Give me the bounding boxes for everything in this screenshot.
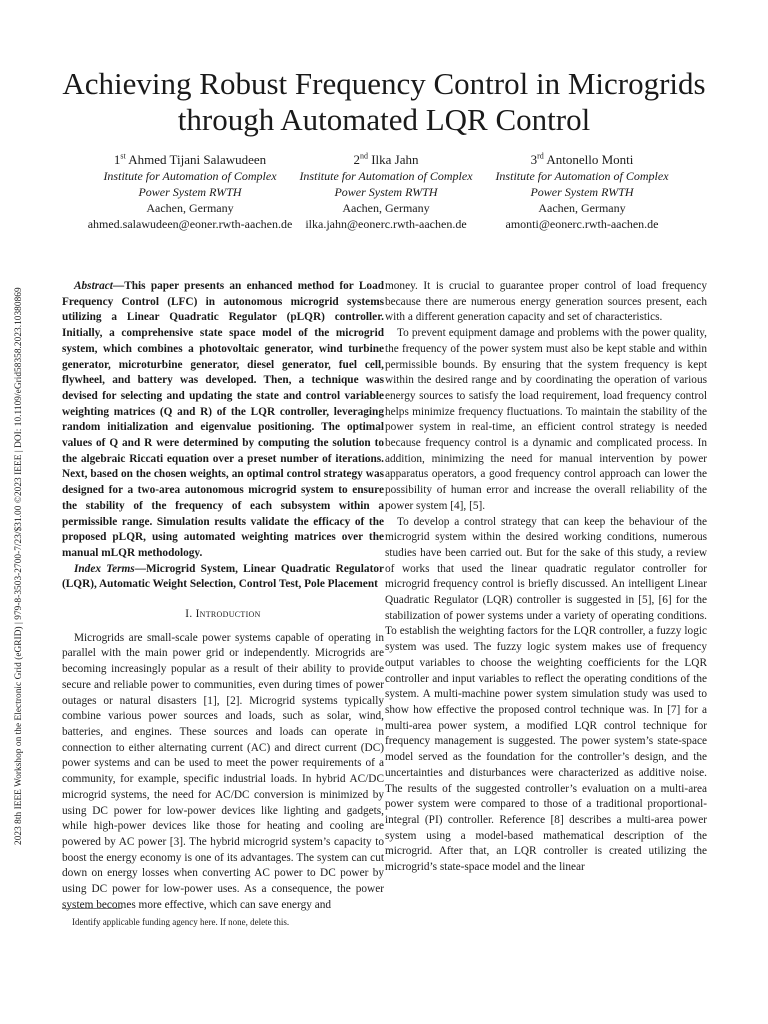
author-3-ordinal-suffix: rd: [537, 151, 544, 161]
author-1-affiliation-line2: Power System RWTH: [138, 185, 242, 199]
author-1-ordinal: 1: [113, 152, 121, 167]
index-terms: [62, 562, 384, 593]
author-2-city: Aachen, Germany: [342, 201, 430, 215]
index-terms-lead: Index Terms: [74, 562, 135, 575]
intro-paragraph-1: Microgrids are small-scale power systems capable of operating in parallel with the main power grid or independently. Microgrids are becoming increasingly popular as a result of their ability to provide secure and reliable power to communities, even during times of power outages or natural disasters [1], [2]. Microgrid systems typically combine various power sources and loads, such as solar, wind, batteries, and engines. These sources and loads can operate in connection to either alternating current (AC) and direct current (DC) power systems and can be used to meet the power requirements of a community, for example, specific industrial loads. In hybrid AC/DC microgrid systems, the need for AC/DC conversion is minimized by using DC power for low-power devices like lighting and gadgets, while high-power devices like those for heating and cooling are powered by AC power [3]. The hybrid microgrid system’s capacity to boost the energy economy is one of its advantages. The system can cut down on energy losses when converting AC power to DC power by using DC power for low-power uses. As a consequence, the power system becomes more effective, which can save energy and: [62, 631, 384, 911]
intro-paragraph-2: money. It is crucial to guarantee proper control of load frequency because there are numerous energy generation sources present, each with a different generation capacity and set of characteristics.: [385, 280, 707, 324]
author-1-affiliation-line1: Institute for Automation of Complex: [103, 169, 277, 183]
author-2-ordinal: 2: [353, 152, 360, 167]
author-2-affiliation-line1: Institute for Automation of Complex: [299, 169, 473, 183]
author-1-ordinal-suffix: st: [120, 151, 126, 161]
abstract: [62, 279, 384, 562]
abstract-text: —This paper presents an enhanced method for Load Frequency Control (LFC) in autonomous microgrid systems utilizing a Linear Quadratic Regulator (pLQR) controller. Initially, a comprehensive state space model of the microgrid system, which combines a photovoltaic generator, wind turbine generator, microturbine generator, diesel generator, fuel cell, flywheel, and battery was developed. Then, a technique was devised for selecting and updating the state and control variable weighting matrices (Q and R) of the LQR controller, leveraging random initialization and eigenvalue positioning. The optimal values of Q and R were determined by computing the solution to the algebraic Riccati equation over a preset number of iterations. Next, based on the chosen weights, an optimal control strategy was designed for a two-area autonomous microgrid system to ensure the stability of the frequency of each subsystem within a permissible range. Simulation results validate the efficacy of the proposed pLQR, using automated weighting matrices over the manual mLQR methodology.: [62, 280, 384, 559]
intro-paragraph-3: To prevent equipment damage and problems with the power quality, the frequency of the power system must also be kept stable and within permissible bounds. By ensuring that the system frequency is kept within the desired range and by coordinating the operation of various energy sources to satisfy the load requirement, load frequency control helps minimize frequency fluctuations. To maintain the stability of the power system in real-time, an efficient control strategy is needed because frequency control is a dynamic and complicated process. In addition, minimizing the need for manual intervention by power apparatus operators, a good frequency control approach can lower the possibility of human error and increase the overall reliability of the power system [4], [5].: [385, 327, 707, 512]
footnote-rule: [62, 908, 122, 909]
author-2-email: ilka.jahn@eonerc.rwth-aachen.de: [305, 217, 467, 231]
author-3-affiliation-line2: Power System RWTH: [530, 185, 634, 199]
author-1-email: ahmed.salawudeen@eoner.rwth-aachen.de: [87, 217, 293, 231]
author-3-city: Aachen, Germany: [538, 201, 626, 215]
author-3-email: amonti@eonerc.rwth-aachen.de: [505, 217, 659, 231]
section-heading-introduction: I. Introduction: [185, 608, 261, 621]
author-3-affiliation-line1: Institute for Automation of Complex: [495, 169, 669, 183]
author-3-name-line: [462, 152, 702, 168]
author-block: [70, 152, 700, 242]
intro-paragraph-4: To develop a control strategy that can keep the behaviour of the microgrid system within the desired working conditions, numerous studies have been carried out. But for the sake of this study, a review of works that used the linear quadratic regulator controller for microgrid frequency control is briefly discussed. An intelligent Linear Quadratic Regulator (LQR) controller is suggested in [5], [6] for the stabilization of power systems under a variety of operating conditions. To establish the weighting factors for the LQR controller, a fuzzy logic system was used. The fuzzy logic system makes use of frequency output variables to choose the weighting coefficients for the LQR controller and input variables to reflect the operating conditions of the system. A multi-machine power system simulation study was used to show how effective the proposed control technique was. In [7] for a multi-area power system, a modified LQR control technique for frequency management is suggested. The power system’s state-space model served as the foundation for the controller’s design, and the uncertainties and disturbances were characterized as additive noise. The results of the suggested controller’s evaluation on a multi-area power system were compared to those of a traditional proportional-integral (PI) controller. Reference [8] describes a multi-area power system using a model-based mathematical description of the microgrid. After that, an LQR controller is created utilizing the microgrid’s state-space model and the linear: [385, 515, 707, 874]
author-2-ordinal-suffix: nd: [359, 151, 368, 161]
right-column: [385, 279, 707, 876]
paper-title: [40, 66, 728, 138]
title-line-2: through Automated LQR Control: [177, 102, 591, 137]
index-terms-text: —Microgrid System, Linear Quadratic Regulator (LQR), Automatic Weight Selection, Control Test, Pole Placement: [62, 562, 384, 591]
author-2-affiliation-line2: Power System RWTH: [334, 185, 438, 199]
abstract-lead: Abstract: [74, 280, 113, 292]
title-line-1: Achieving Robust Frequency Control in Microgrids: [62, 66, 706, 101]
author-2-name: Ilka Jahn: [371, 152, 419, 167]
left-column: [62, 279, 384, 913]
author-1-name: Ahmed Tijani Salawudeen: [128, 152, 267, 167]
author-1-city: Aachen, Germany: [146, 201, 234, 215]
funding-footnote: Identify applicable funding agency here. If none, delete this.: [72, 917, 290, 927]
author-3: [462, 152, 702, 232]
author-3-ordinal: 3: [530, 152, 538, 167]
copyright-doi-text: 2023 8th IEEE Workshop on the Electronic Grid (eGRID) | 979-8-3503-2700-7/23/$31.00 ©2023 IEEE | DOI: 10.1109/eGrid58358.2023.10380869: [14, 287, 24, 845]
author-3-name: Antonello Monti: [546, 152, 634, 167]
copyright-doi-stamp: [12, 205, 26, 845]
